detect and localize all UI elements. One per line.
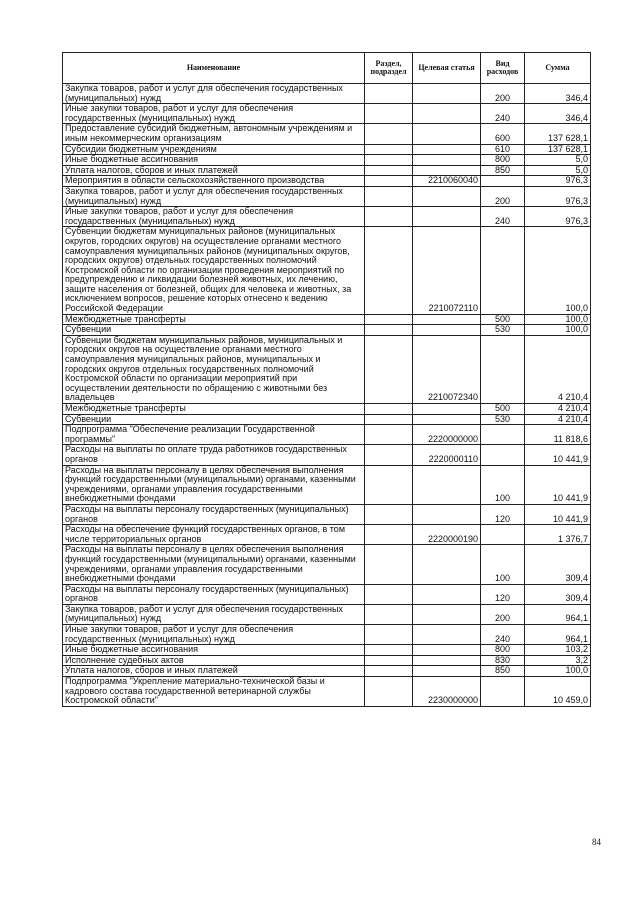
table-cell-name: Мероприятия в области сельскохозяйственного производства bbox=[63, 176, 365, 187]
table-cell-type: 530 bbox=[481, 414, 525, 425]
page-number: 84 bbox=[592, 837, 601, 847]
table-cell-target: 2220000000 bbox=[413, 425, 481, 445]
table-cell-type bbox=[481, 445, 525, 465]
table-cell-name: Уплата налогов, сборов и иных платежей bbox=[63, 165, 365, 176]
table-cell-name: Иные закупки товаров, работ и услуг для обеспечения государственных (муниципальных) нужд bbox=[63, 625, 365, 645]
table-cell-amount: 309,4 bbox=[525, 584, 591, 604]
table-cell-target: 2210072110 bbox=[413, 227, 481, 314]
table-cell-type: 530 bbox=[481, 325, 525, 336]
table-cell-target: 2220000110 bbox=[413, 445, 481, 465]
table-cell-section bbox=[365, 84, 413, 104]
table-cell-type: 500 bbox=[481, 314, 525, 325]
table-cell-amount: 1 376,7 bbox=[525, 525, 591, 545]
table-cell-section bbox=[365, 314, 413, 325]
table-cell-section bbox=[365, 425, 413, 445]
table-cell-target bbox=[413, 155, 481, 166]
table-cell-target bbox=[413, 325, 481, 336]
table-row bbox=[63, 227, 591, 314]
table-cell-type bbox=[481, 176, 525, 187]
table-cell-type: 100 bbox=[481, 545, 525, 584]
table-row bbox=[63, 584, 591, 604]
table-cell-section bbox=[365, 186, 413, 206]
table-cell-target bbox=[413, 625, 481, 645]
table-cell-section bbox=[365, 325, 413, 336]
table-cell-name: Расходы на выплаты персоналу государственных (муниципальных) органов bbox=[63, 584, 365, 604]
table-cell-name: Закупка товаров, работ и услуг для обеспечения государственных (муниципальных) нужд bbox=[63, 186, 365, 206]
table-cell-section bbox=[365, 504, 413, 524]
table-cell-target bbox=[413, 414, 481, 425]
table-cell-target bbox=[413, 84, 481, 104]
table-cell-section bbox=[365, 207, 413, 227]
table-cell-amount: 10 459,0 bbox=[525, 677, 591, 707]
table-cell-name: Иные закупки товаров, работ и услуг для обеспечения государственных (муниципальных) нужд bbox=[63, 207, 365, 227]
table-cell-amount: 5,0 bbox=[525, 165, 591, 176]
table-cell-amount: 4 210,4 bbox=[525, 404, 591, 415]
table-cell-target bbox=[413, 165, 481, 176]
table-cell-section bbox=[365, 604, 413, 624]
budget-table-sheet bbox=[62, 52, 590, 707]
table-cell-section bbox=[365, 335, 413, 403]
table-cell-name: Субвенции бюджетам муниципальных районов, муниципальных и городских округов на осуществление органами местного самоуправления муниципальных районов, муниципальных и городских округов отдельных государственных полномочий Костромской области по организации мероприятий при осуществлении деятельности по обращению с животными без владельцев bbox=[63, 335, 365, 403]
table-cell-amount: 346,4 bbox=[525, 104, 591, 124]
table-cell-target bbox=[413, 104, 481, 124]
budget-table bbox=[62, 52, 591, 707]
table-cell-section bbox=[365, 176, 413, 187]
table-cell-section bbox=[365, 465, 413, 504]
table-cell-name: Предоставление субсидий бюджетным, автономным учреждениям и иным некоммерческим организациям bbox=[63, 124, 365, 144]
table-cell-type: 800 bbox=[481, 645, 525, 656]
table-cell-section bbox=[365, 666, 413, 677]
table-cell-type bbox=[481, 335, 525, 403]
table-cell-name: Субвенции бюджетам муниципальных районов (муниципальных округов, городских округов) на осуществление органами местного самоуправления муниципальных районов (муниципальных округов, городских округов) отдельных государственных полномочий Костромской области по организации проведения мероприятий по предупреждению и ликвидации болезней животных, их лечению, защите населения от болезней, общих для человека и животных, за исключением вопросов, решение которых отнесено к ведению Российской Федерации bbox=[63, 227, 365, 314]
table-cell-section bbox=[365, 155, 413, 166]
table-cell-target: 2210060040 bbox=[413, 176, 481, 187]
table-cell-target bbox=[413, 207, 481, 227]
table-cell-amount: 4 210,4 bbox=[525, 335, 591, 403]
table-row bbox=[63, 604, 591, 624]
table-cell-target bbox=[413, 645, 481, 656]
table-cell-section bbox=[365, 104, 413, 124]
table-cell-type: 120 bbox=[481, 584, 525, 604]
table-cell-type: 610 bbox=[481, 144, 525, 155]
table-cell-section bbox=[365, 655, 413, 666]
table-cell-amount: 10 441,9 bbox=[525, 504, 591, 524]
table-cell-name: Подпрограмма "Укрепление материально-технической базы и кадрового состава государственной ветеринарной службы Костромской области" bbox=[63, 677, 365, 707]
table-cell-amount: 976,3 bbox=[525, 207, 591, 227]
table-cell-amount: 976,3 bbox=[525, 176, 591, 187]
table-cell-amount: 100,0 bbox=[525, 666, 591, 677]
table-cell-target bbox=[413, 124, 481, 144]
table-row bbox=[63, 144, 591, 155]
header-section: Раздел, подраздел bbox=[365, 53, 413, 84]
table-cell-type: 240 bbox=[481, 625, 525, 645]
table-cell-amount: 309,4 bbox=[525, 545, 591, 584]
table-row bbox=[63, 165, 591, 176]
table-cell-name: Исполнение судебных актов bbox=[63, 655, 365, 666]
table-cell-target bbox=[413, 604, 481, 624]
table-cell-type: 830 bbox=[481, 655, 525, 666]
table-cell-amount: 137 628,1 bbox=[525, 144, 591, 155]
table-cell-amount: 976,3 bbox=[525, 186, 591, 206]
table-cell-section bbox=[365, 414, 413, 425]
table-cell-type bbox=[481, 677, 525, 707]
table-cell-name: Расходы на обеспечение функций государственных органов, в том числе территориальных органов bbox=[63, 525, 365, 545]
table-cell-target: 2230000000 bbox=[413, 677, 481, 707]
table-cell-type: 600 bbox=[481, 124, 525, 144]
table-row bbox=[63, 325, 591, 336]
table-cell-type: 240 bbox=[481, 207, 525, 227]
table-row bbox=[63, 335, 591, 403]
table-cell-target bbox=[413, 144, 481, 155]
table-cell-type: 200 bbox=[481, 186, 525, 206]
table-cell-amount: 964,1 bbox=[525, 604, 591, 624]
table-row bbox=[63, 155, 591, 166]
table-cell-target bbox=[413, 314, 481, 325]
table-cell-target bbox=[413, 504, 481, 524]
table-row bbox=[63, 465, 591, 504]
table-cell-name: Расходы на выплаты персоналу в целях обеспечения выполнения функций государственными (муниципальными) органами, казенными учреждениями, органами управления государственными внебюджетными фондами bbox=[63, 465, 365, 504]
table-cell-target: 2220000190 bbox=[413, 525, 481, 545]
table-cell-target bbox=[413, 404, 481, 415]
table-cell-name: Расходы на выплаты персоналу государственных (муниципальных) органов bbox=[63, 504, 365, 524]
table-cell-amount: 10 441,9 bbox=[525, 465, 591, 504]
table-cell-type: 500 bbox=[481, 404, 525, 415]
table-cell-section bbox=[365, 584, 413, 604]
table-cell-section bbox=[365, 227, 413, 314]
table-row bbox=[63, 314, 591, 325]
table-cell-name: Субсидии бюджетным учреждениям bbox=[63, 144, 365, 155]
table-row bbox=[63, 445, 591, 465]
table-cell-target: 2210072340 bbox=[413, 335, 481, 403]
table-cell-target bbox=[413, 655, 481, 666]
table-row bbox=[63, 677, 591, 707]
table-row bbox=[63, 176, 591, 187]
table-cell-type: 240 bbox=[481, 104, 525, 124]
table-cell-type: 800 bbox=[481, 155, 525, 166]
table-cell-name: Субвенции bbox=[63, 325, 365, 336]
table-cell-name: Межбюджетные трансферты bbox=[63, 314, 365, 325]
table-cell-amount: 100,0 bbox=[525, 227, 591, 314]
table-cell-type: 120 bbox=[481, 504, 525, 524]
table-cell-section bbox=[365, 545, 413, 584]
table-row bbox=[63, 545, 591, 584]
table-cell-amount: 5,0 bbox=[525, 155, 591, 166]
table-cell-name: Иные закупки товаров, работ и услуг для обеспечения государственных (муниципальных) нужд bbox=[63, 104, 365, 124]
table-cell-name: Иные бюджетные ассигнования bbox=[63, 155, 365, 166]
table-cell-name: Расходы на выплаты по оплате труда работников государственных органов bbox=[63, 445, 365, 465]
table-cell-target bbox=[413, 584, 481, 604]
table-header-row bbox=[63, 53, 591, 84]
table-cell-name: Межбюджетные трансферты bbox=[63, 404, 365, 415]
table-cell-section bbox=[365, 625, 413, 645]
table-cell-section bbox=[365, 124, 413, 144]
table-cell-section bbox=[365, 677, 413, 707]
table-cell-type bbox=[481, 227, 525, 314]
table-cell-amount: 4 210,4 bbox=[525, 414, 591, 425]
table-cell-amount: 11 818,6 bbox=[525, 425, 591, 445]
table-cell-name: Закупка товаров, работ и услуг для обеспечения государственных (муниципальных) нужд bbox=[63, 604, 365, 624]
table-cell-amount: 103,2 bbox=[525, 645, 591, 656]
table-row bbox=[63, 504, 591, 524]
table-row bbox=[63, 625, 591, 645]
table-row bbox=[63, 124, 591, 144]
table-row bbox=[63, 104, 591, 124]
header-target: Целевая статья bbox=[413, 53, 481, 84]
table-cell-type: 850 bbox=[481, 666, 525, 677]
table-cell-amount: 100,0 bbox=[525, 314, 591, 325]
table-cell-amount: 10 441,9 bbox=[525, 445, 591, 465]
header-name: Наименование bbox=[63, 53, 365, 84]
table-cell-type: 100 bbox=[481, 465, 525, 504]
header-amount: Сумма bbox=[525, 53, 591, 84]
table-cell-target bbox=[413, 545, 481, 584]
table-cell-type: 850 bbox=[481, 165, 525, 176]
table-cell-name: Уплата налогов, сборов и иных платежей bbox=[63, 666, 365, 677]
table-cell-section bbox=[365, 144, 413, 155]
table-cell-section bbox=[365, 445, 413, 465]
table-cell-type: 200 bbox=[481, 84, 525, 104]
table-cell-target bbox=[413, 186, 481, 206]
table-row bbox=[63, 414, 591, 425]
table-row bbox=[63, 525, 591, 545]
table-cell-type bbox=[481, 425, 525, 445]
table-cell-target bbox=[413, 666, 481, 677]
table-cell-name: Субвенции bbox=[63, 414, 365, 425]
table-cell-type: 200 bbox=[481, 604, 525, 624]
table-cell-section bbox=[365, 645, 413, 656]
table-row bbox=[63, 186, 591, 206]
table-row bbox=[63, 666, 591, 677]
table-row bbox=[63, 84, 591, 104]
table-row bbox=[63, 645, 591, 656]
table-cell-name: Подпрограмма "Обеспечение реализации Государственной программы" bbox=[63, 425, 365, 445]
table-cell-amount: 964,1 bbox=[525, 625, 591, 645]
table-cell-name: Иные бюджетные ассигнования bbox=[63, 645, 365, 656]
header-expense-type: Вид расходов bbox=[481, 53, 525, 84]
table-cell-name: Расходы на выплаты персоналу в целях обеспечения выполнения функций государственными (муниципальными) органами, казенными учреждениями, органами управления государственными внебюджетными фондами bbox=[63, 545, 365, 584]
table-cell-target bbox=[413, 465, 481, 504]
table-cell-amount: 346,4 bbox=[525, 84, 591, 104]
table-cell-name: Закупка товаров, работ и услуг для обеспечения государственных (муниципальных) нужд bbox=[63, 84, 365, 104]
table-row bbox=[63, 404, 591, 415]
table-row bbox=[63, 655, 591, 666]
table-row bbox=[63, 425, 591, 445]
table-row bbox=[63, 207, 591, 227]
table-cell-amount: 100,0 bbox=[525, 325, 591, 336]
table-cell-section bbox=[365, 404, 413, 415]
table-cell-section bbox=[365, 165, 413, 176]
table-cell-section bbox=[365, 525, 413, 545]
table-cell-amount: 3,2 bbox=[525, 655, 591, 666]
table-cell-amount: 137 628,1 bbox=[525, 124, 591, 144]
table-cell-type bbox=[481, 525, 525, 545]
